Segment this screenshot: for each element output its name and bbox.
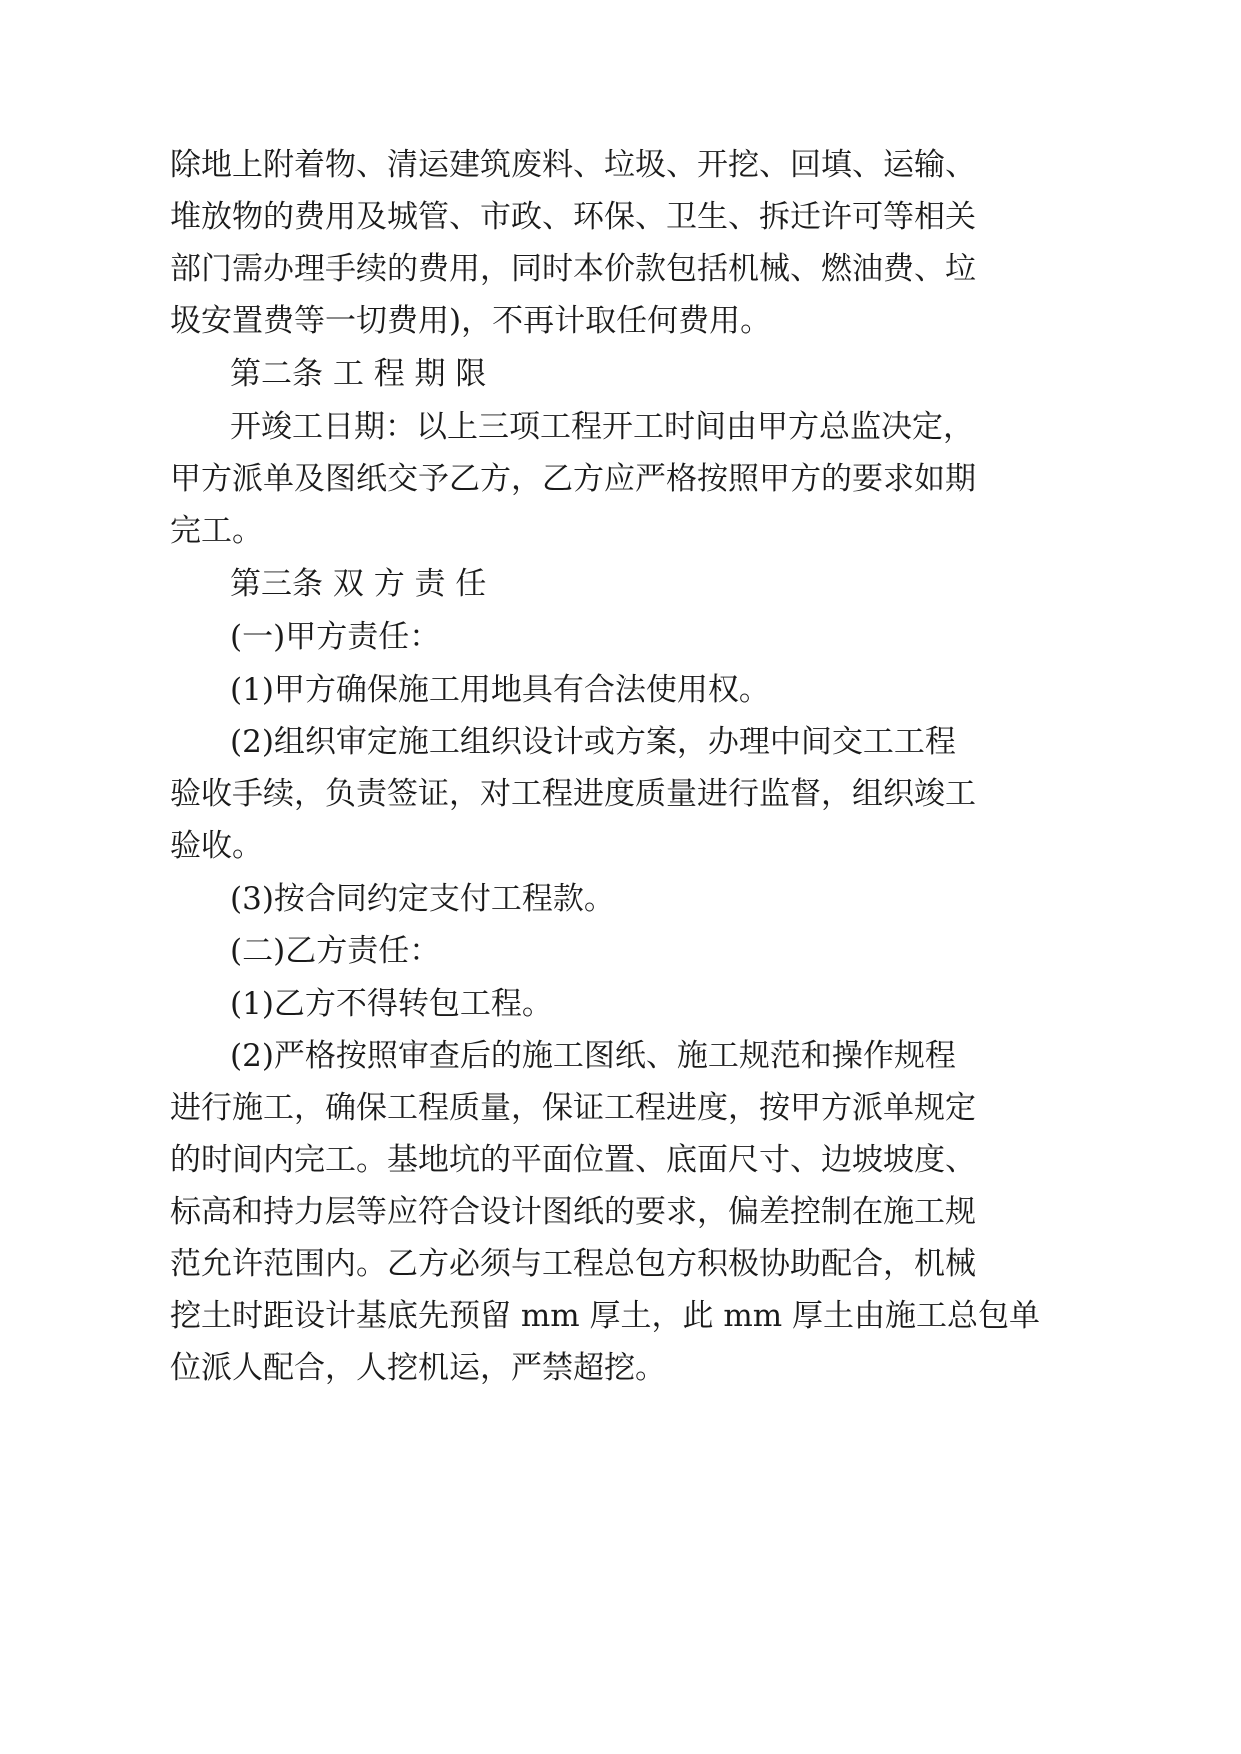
- body-line: [0, 1339, 1241, 1397]
- body-line: [0, 1235, 1241, 1293]
- body-text: 完工。: [170, 513, 263, 549]
- body-text: 圾安置费等一切费用)，不再计取任何费用。: [170, 303, 772, 339]
- body-text: (1)甲方确保施工用地具有合法使用权。: [230, 672, 770, 708]
- section-heading: [0, 345, 1241, 403]
- body-text: 的时间内完工。基地坑的平面位置、底面尺寸、边坡坡度、: [170, 1142, 976, 1178]
- body-text: 开竣工日期：以上三项工程开工时间由甲方总监决定，: [230, 409, 974, 445]
- body-text: 挖土时距设计基底先预留 mm 厚土，此 mm 厚土由施工总包单: [170, 1298, 1040, 1334]
- body-line: [0, 1079, 1241, 1137]
- body-text: 标高和持力层等应符合设计图纸的要求，偏差控制在施工规: [170, 1194, 976, 1230]
- body-line: [0, 870, 1241, 928]
- body-line: [0, 1287, 1241, 1345]
- body-line: [0, 713, 1241, 771]
- body-line: [0, 975, 1241, 1033]
- body-line: [0, 1027, 1241, 1085]
- body-text: 验收手续，负责签证，对工程进度质量进行监督，组织竣工: [170, 776, 976, 812]
- section-heading-text: 第三条 双 方 责 任: [230, 566, 487, 602]
- body-text: (2)组织审定施工组织设计或方案，办理中间交工工程: [230, 724, 956, 760]
- body-text: 验收。: [170, 828, 263, 864]
- body-line: [0, 765, 1241, 823]
- body-line: [0, 398, 1241, 456]
- body-text: 堆放物的费用及城管、市政、环保、卫生、拆迁许可等相关: [170, 199, 976, 235]
- body-line: [0, 502, 1241, 560]
- body-text: 范允许范围内。乙方必须与工程总包方积极协助配合，机械: [170, 1246, 976, 1282]
- body-line: [0, 1131, 1241, 1189]
- body-text: 除地上附着物、清运建筑废料、垃圾、开挖、回填、运输、: [170, 147, 976, 183]
- body-text: 甲方派单及图纸交予乙方，乙方应严格按照甲方的要求如期: [170, 461, 976, 497]
- body-line: [0, 450, 1241, 508]
- body-text: (一)甲方责任：: [230, 619, 441, 655]
- body-text: 位派人配合，人挖机运，严禁超挖。: [170, 1350, 666, 1386]
- body-text: 部门需办理手续的费用，同时本价款包括机械、燃油费、垃: [170, 251, 976, 287]
- body-line: [0, 922, 1241, 980]
- body-line: [0, 240, 1241, 298]
- body-line: [0, 1183, 1241, 1241]
- section-heading-text: 第二条 工 程 期 限: [230, 356, 487, 392]
- section-heading: [0, 555, 1241, 613]
- body-line: [0, 292, 1241, 350]
- body-line: [0, 188, 1241, 246]
- body-text: (二)乙方责任：: [230, 933, 441, 969]
- body-text: (1)乙方不得转包工程。: [230, 986, 553, 1022]
- body-line: [0, 661, 1241, 719]
- body-text: (3)按合同约定支付工程款。: [230, 881, 615, 917]
- body-line: [0, 136, 1241, 194]
- body-text: (2)严格按照审查后的施工图纸、施工规范和操作规程: [230, 1038, 956, 1074]
- body-line: [0, 608, 1241, 666]
- body-line: [0, 817, 1241, 875]
- body-text: 进行施工，确保工程质量，保证工程进度，按甲方派单规定: [170, 1090, 976, 1126]
